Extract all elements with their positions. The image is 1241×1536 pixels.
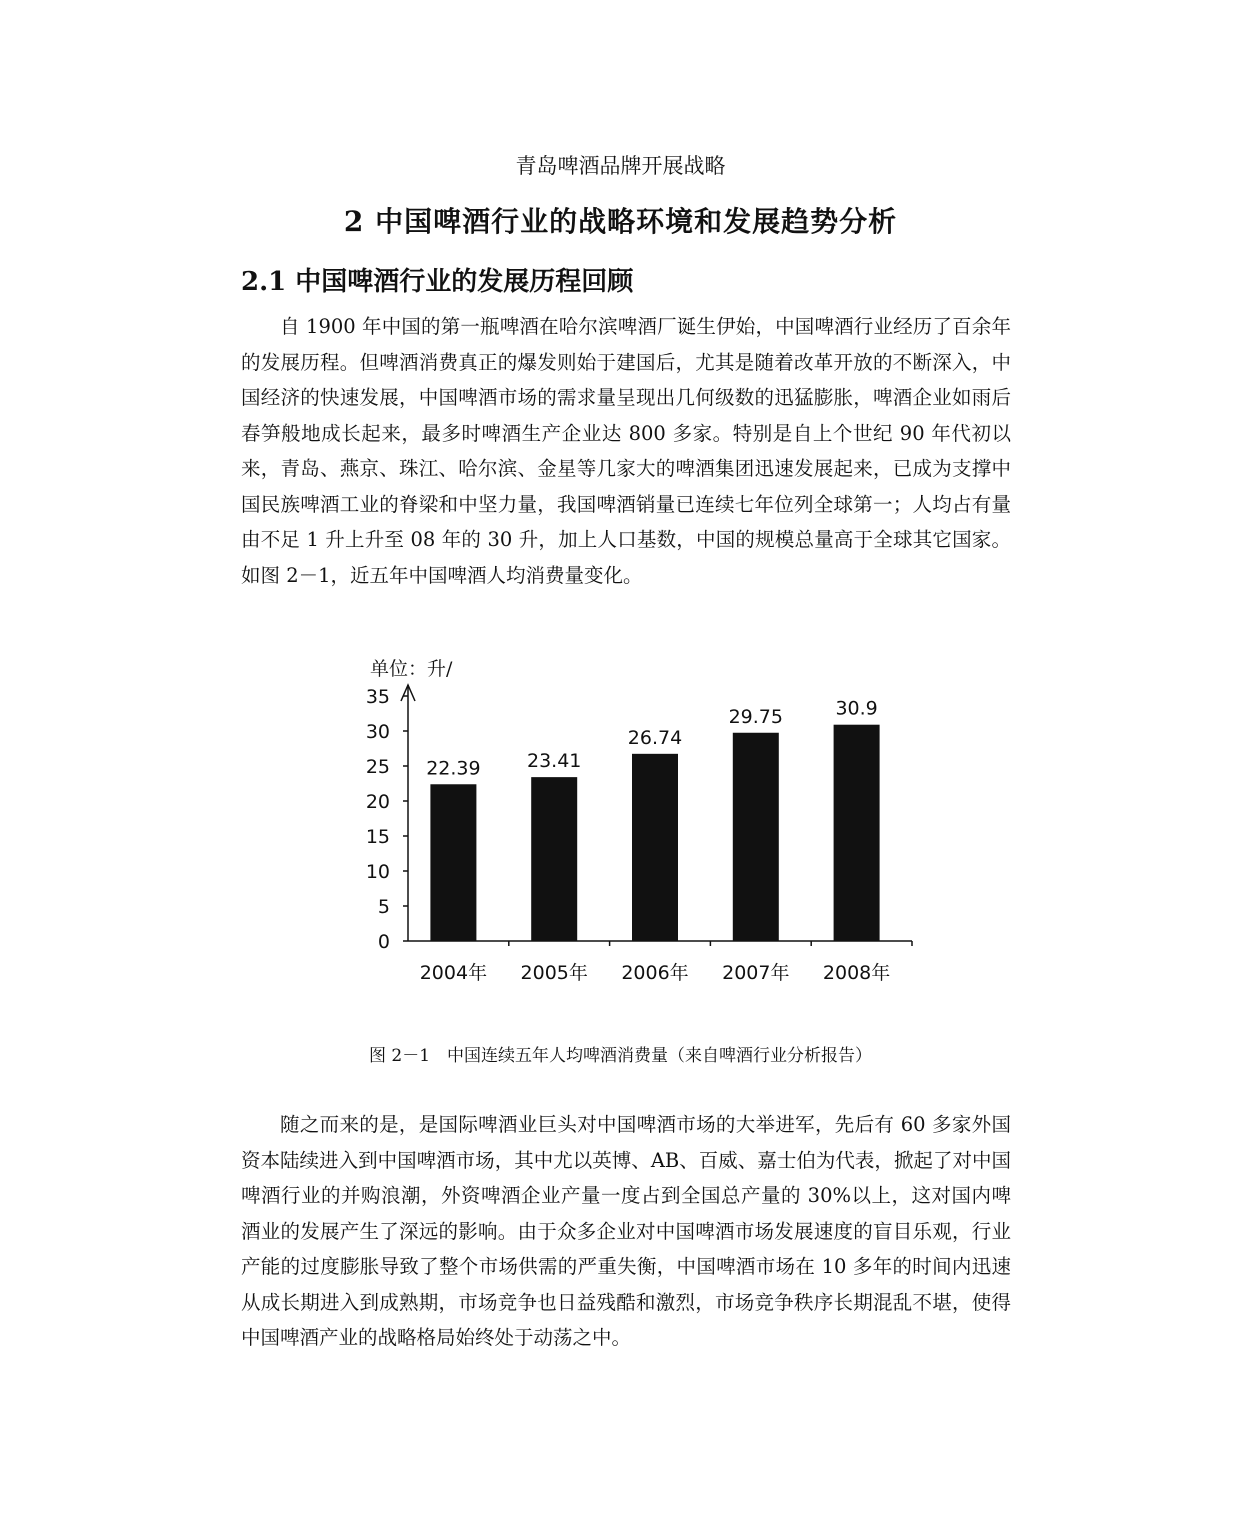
chart-svg [360, 645, 920, 990]
y-tick-label: 15 [365, 826, 390, 848]
y-tick-label: 25 [365, 756, 390, 778]
bar-2007年 [733, 733, 779, 941]
y-tick-label: 35 [365, 686, 390, 708]
y-tick-label: 0 [377, 931, 390, 953]
x-category-label: 2006年 [621, 962, 689, 984]
figure-caption: 图 2－1 中国连续五年人均啤酒消费量（来自啤酒行业分析报告） [368, 1046, 873, 1066]
bar-2006年 [632, 754, 678, 941]
consumption-bar-chart [360, 645, 920, 990]
bar-value-label: 26.74 [627, 726, 683, 749]
bar-value-label: 30.9 [835, 697, 878, 720]
body-paragraph-1: 自 1900 年中国的第一瓶啤酒在哈尔滨啤酒厂诞生伊始，中国啤酒行业经历了百余年的发展历程。但啤酒消费真正的爆发则始于建国后，尤其是随着改革开放的不断深入，中国经济的快速发展，中国啤酒市场的需求量呈现出几何级数的迅猛膨胀，啤酒企业如雨后春笋般地成长起来，最多时啤酒生产企业达 800 多家。特别是自上个世纪 90 年代初以来，青岛、燕京、珠江、哈尔滨、金星等几家大的啤酒集团迅速发展起来，已成为支撑中国民族啤酒工业的脊梁和中坚力量，我国啤酒销量已连续七年位列全球第一；人均占有量由不足 1 升上升至 08 年的 30 升，加上人口基数，中国的规模总量高于全球其它国家。如图 2－1，近五年中国啤酒人均消费量变化。 [241, 315, 1011, 587]
bar-value-label: 29.75 [728, 705, 784, 728]
bar-2004年 [430, 784, 476, 941]
body-paragraph-2: 随之而来的是，是国际啤酒业巨头对中国啤酒市场的大举进军，先后有 60 多家外国资本陆续进入到中国啤酒市场，其中尤以英博、AB、百威、嘉士伯为代表，掀起了对中国啤酒行业的并购浪潮，外资啤酒企业产量一度占到全国总产量的 30%以上，这对国内啤酒业的发展产生了深远的影响。由于众多企业对中国啤酒市场发展速度的盲目乐观，行业产能的过度膨胀导致了整个市场供需的严重失衡，中国啤酒市场在 10 多年的时间内迅速从成长期进入到成熟期，市场竞争也日益残酷和激烈，市场竞争秩序长期混乱不堪，使得中国啤酒产业的战略格局始终处于动荡之中。 [241, 1113, 1011, 1349]
y-tick-label: 5 [377, 896, 390, 918]
bar-2008年 [834, 725, 880, 941]
x-category-label: 2007年 [722, 962, 790, 984]
chapter-title: 2 中国啤酒行业的战略环境和发展趋势分析 [343, 205, 898, 238]
y-tick-label: 10 [365, 861, 390, 883]
y-tick-label: 20 [365, 791, 390, 813]
running-head: 青岛啤酒品牌开展战略 [515, 154, 726, 178]
x-category-label: 2005年 [520, 962, 588, 984]
y-tick-label: 30 [365, 721, 390, 743]
x-category-label: 2004年 [419, 962, 488, 984]
bar-value-label: 23.41 [526, 750, 582, 773]
bar-2005年 [531, 777, 577, 941]
bar-value-label: 22.39 [426, 757, 481, 780]
x-category-label: 2008年 [822, 962, 891, 984]
section-title: 2.1 中国啤酒行业的发展历程回顾 [241, 267, 634, 297]
y-axis-unit-label: 单位：升/ [370, 658, 453, 680]
